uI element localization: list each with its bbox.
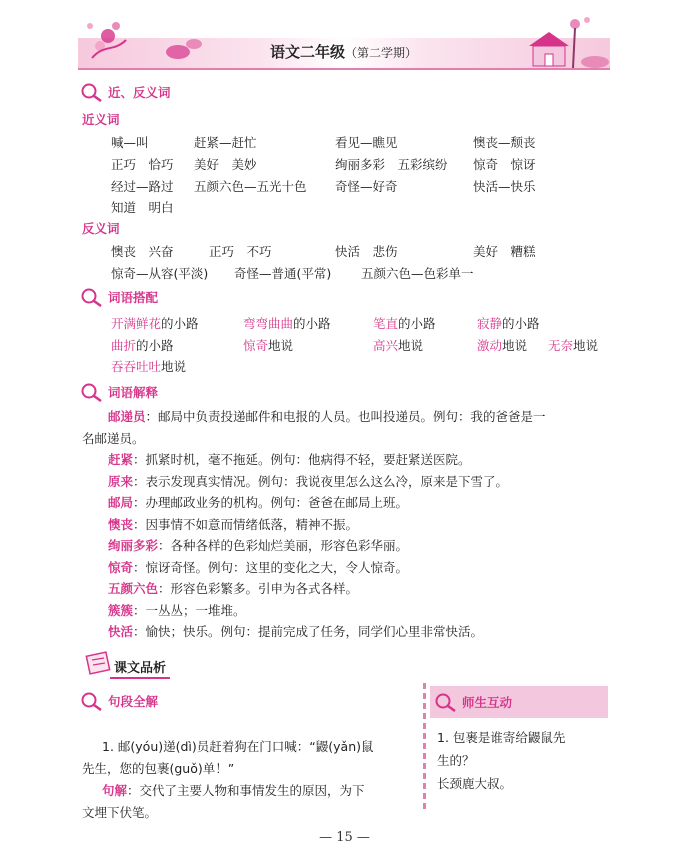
collocation-item: 开满鲜花的小路: [111, 316, 199, 331]
interaction-line: 长颈鹿大叔。: [437, 776, 513, 791]
near-word: 快活—快乐: [473, 179, 536, 194]
explain-entry-continued: 名邮递员。: [82, 430, 145, 446]
magnifier-icon: [434, 692, 458, 712]
note-line: 句解：交代了主要人物和事情发生的原因，为下: [102, 783, 365, 798]
near-word: 赶紧—赶忙: [194, 135, 257, 150]
collocation-item: 曲折的小路: [111, 338, 174, 353]
explain-heading-text: 词语解释: [108, 385, 159, 400]
anti-word: 五颜六色—色彩单一: [361, 266, 474, 281]
explain-entry: 邮局：办理邮政业务的机构。例句：爸爸在邮局上班。: [108, 495, 409, 510]
flower-decoration-icon: [78, 14, 208, 66]
near-word: 经过—路过: [111, 179, 174, 194]
near-word: 喊—叫: [111, 135, 149, 150]
near-word: 惊奇 惊讶: [473, 157, 536, 172]
section-interaction-heading: [434, 691, 512, 713]
explain-list: [82, 406, 597, 643]
anti-word: 惊奇—从容(平淡): [111, 266, 209, 281]
anti-word: 快活 悲伤: [335, 244, 398, 259]
explain-entry: 原来：表示发现真实情况。例句：我说夜里怎么这么冷，原来是下雪了。: [108, 473, 509, 489]
anti-word: 懊丧 兴奋: [111, 244, 174, 259]
side-box-rule: [423, 683, 426, 811]
section-explain-heading: [80, 381, 158, 403]
collocation-heading-text: 词语搭配: [108, 290, 159, 305]
anti-word: 正巧 不巧: [209, 244, 272, 259]
page-number: — 15 —: [319, 830, 370, 845]
collocation-item: 吞吞吐吐地说: [111, 359, 187, 374]
magnifier-icon: [80, 691, 104, 711]
header-title: 语文二年级: [270, 43, 346, 61]
interaction-line: 生的？: [437, 753, 475, 768]
note-line: 文埋下伏笔。: [82, 805, 158, 820]
collocation-item: 笔直的小路: [373, 316, 436, 331]
house-decoration-icon: [515, 12, 615, 70]
explain-entry: 懊丧：因事情不如意而情绪低落，精神不振。: [108, 516, 359, 532]
explain-entry: 五颜六色：形容色彩繁多。引申为各式各样。: [108, 581, 359, 596]
magnifier-icon: [80, 382, 104, 402]
interaction-heading-text: 师生互动: [462, 695, 513, 710]
near-word: 美好 美妙: [194, 157, 257, 172]
collocation-item: 寂静的小路: [477, 316, 540, 331]
interaction-line: 1. 包裹是谁寄给鼹鼠先: [437, 730, 566, 745]
section-collocation-heading: [80, 286, 158, 308]
anti-word: 奇怪—普通(平常): [234, 266, 332, 281]
section-analysis-heading: [80, 690, 158, 712]
near-word: 五颜六色—五光十色: [194, 179, 307, 194]
near-word: 奇怪—好奇: [335, 179, 398, 194]
analysis-paragraph: [82, 736, 412, 824]
explain-entry: 绚丽多彩：各种各样的色彩灿烂美丽，形容色彩华丽。: [108, 538, 409, 553]
near-word: 绚丽多彩 五彩缤纷: [335, 157, 448, 172]
anti-label: 反义词: [82, 221, 120, 236]
near-label: 近义词: [82, 112, 120, 127]
collocation-item: 无奈地说: [548, 338, 599, 353]
collocation-item: 激动地说: [477, 338, 528, 353]
near-word: 正巧 恰巧: [111, 157, 174, 172]
anti-word: 美好 糟糕: [473, 244, 536, 259]
explain-entry: 赶紧：抓紧时机，毫不拖延。例句：他病得不轻，要赶紧送医院。: [108, 452, 471, 467]
magnifier-icon: [80, 82, 104, 102]
near-word: 知道 明白: [111, 200, 174, 215]
near-word: 看见—瞧见: [335, 135, 398, 150]
magnifier-icon: [80, 287, 104, 307]
near-word: 懊丧—颓丧: [473, 135, 536, 150]
explain-entry: 惊奇：惊讶奇怪。例句：这里的变化之大，令人惊奇。: [108, 559, 409, 575]
synonyms-heading-text: 近、反义词: [108, 85, 171, 100]
analysis-heading-text: 句段全解: [108, 694, 159, 709]
paragraph-line: 1. 邮(yóu)递(dì)员赶着狗在门口喊：“鼹(yǎn)鼠: [102, 739, 374, 754]
analysis-banner-title: 课文品析: [110, 657, 170, 679]
explain-entry: 快活：愉快；快乐。例句：提前完成了任务，同学们心里非常快活。: [108, 624, 484, 639]
explain-entry: 簇簇：一丛丛；一堆堆。: [108, 602, 246, 618]
interaction-content: [437, 726, 607, 795]
collocation-item: 惊奇地说: [243, 338, 294, 353]
page-header-title: [270, 41, 490, 62]
collocation-item: 高兴地说: [373, 338, 424, 353]
header-subtitle: （第二学期）: [345, 46, 418, 60]
collocation-item: 弯弯曲曲的小路: [243, 316, 331, 331]
section-synonyms-heading: [80, 81, 171, 103]
explain-entry: 邮递员：邮局中负责投递邮件和电报的人员。也叫投递员。例句：我的爸爸是一: [108, 409, 546, 424]
paragraph-line: 先生，您的包裹(guǒ)单！”: [82, 761, 235, 776]
